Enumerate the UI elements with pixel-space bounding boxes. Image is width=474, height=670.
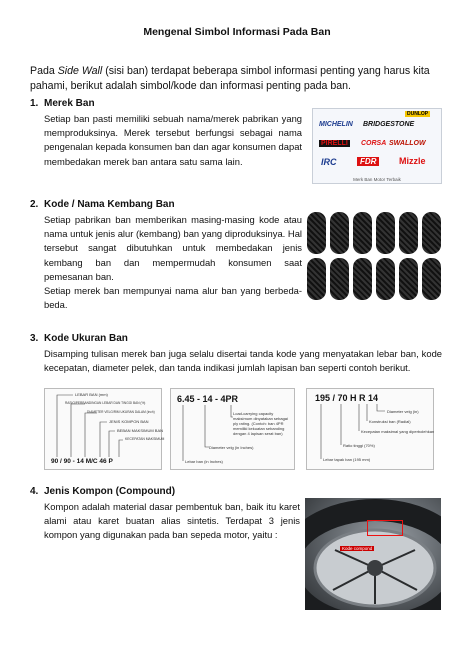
section-2-number: 2. <box>30 199 39 210</box>
brand-fdr: FDR <box>357 157 379 166</box>
section-3-title: Kode Ukuran Ban <box>44 333 128 344</box>
section-2-paragraph-2: Setiap merek ban mempunyai nama alur ban yang berbeda-beda. <box>44 285 302 311</box>
tire-tread <box>399 212 418 254</box>
section-2-heading <box>30 199 175 210</box>
tire-tread <box>330 258 349 300</box>
page-title: Mengenal Simbol Informasi Pada Ban <box>143 26 331 38</box>
tire-tread <box>422 212 441 254</box>
tire-tread <box>376 258 395 300</box>
section-1-heading <box>30 98 95 109</box>
size-3-code: 195 / 70 H R 14 <box>315 393 379 403</box>
section-3-paragraph: Disamping tulisan merek ban juga selalu disertai tanda kode yang menyatakan lebar ban, kode kecepatan, diameter pelek, dan tanda indikasi jumlah lapisan ban seperti contoh berikut. <box>44 348 442 374</box>
section-4-heading <box>30 486 175 497</box>
section-1-paragraph: Setiap ban pasti memiliki sebuah nama/merek pabrikan yang memproduksinya. Merek tersebut berfungsi sebagai nama pengenalan kepada konsumen ban dan agar konsumen dapat membedakan merek ban antara satu sama lain. <box>44 113 303 167</box>
section-2-body <box>44 213 302 312</box>
size-1-label-1: LEBAR BAN (mm) <box>75 392 108 397</box>
tire-tread <box>376 212 395 254</box>
tire-compound-photo <box>305 498 441 610</box>
size-2-label-1: Load-carrying capacity maksimum dinyatakan sebagai ply rating. (Contoh: ban 4PR memiliki kekuatan sebanding dengan 4 lapisan serat ban) <box>233 411 288 436</box>
size-3-label-3: Kecepatan maksimal yang diperbolehkan <box>361 429 435 434</box>
section-4-body <box>44 500 300 543</box>
tire-tread <box>399 258 418 300</box>
intro-side-wall: Side Wall <box>57 65 103 77</box>
size-code-diagram-2 <box>170 388 295 470</box>
section-2-title: Kode / Nama Kembang Ban <box>44 199 175 210</box>
brand-logos-image <box>312 108 442 184</box>
section-1-body <box>44 112 302 169</box>
size-1-label-4: JENIS KOMPON BAN <box>109 419 149 424</box>
intro-text-start: Pada <box>30 65 58 77</box>
size-2-label-2: Diameter velg (in Inches) <box>209 445 254 450</box>
compound-photo-caption: Kode compond <box>342 546 373 551</box>
brand-corsa: CORSA <box>361 140 387 147</box>
tire-photo-drawing <box>305 498 441 610</box>
section-3-heading <box>30 333 128 344</box>
tire-tread <box>353 212 372 254</box>
section-1-number: 1. <box>30 98 39 109</box>
brand-irc: IRC <box>321 157 337 167</box>
section-3-number: 3. <box>30 333 39 344</box>
size-3-label-1: Diameter velg (in) <box>387 409 419 414</box>
tire-tread-image <box>305 210 444 302</box>
tire-tread <box>353 258 372 300</box>
size-1-code: 90 / 90 - 14 M/C 46 P <box>51 458 113 465</box>
brand-dunlop: DUNLOP <box>407 111 429 117</box>
size-1-label-2: RASIO/PERBANDINGAN LEBAR DAN TINGGI BAN (%) <box>65 401 146 405</box>
size-2-label-3: Lebar ban (in Inches) <box>185 459 223 464</box>
size-2-code: 6.45 - 14 - 4PR <box>177 394 239 404</box>
brand-pirelli: PIRELLI <box>321 140 348 147</box>
brand-image-caption: Merk Ban Motor Terbaik <box>353 177 401 182</box>
size-3-label-2: Konstruksi ban (Radial) <box>369 419 411 424</box>
tire-tread <box>422 258 441 300</box>
size-1-label-6: KECEPATAN MAKSIMUM <box>125 437 165 441</box>
brand-michelin: MICHELIN <box>319 121 353 128</box>
section-4-paragraph: Kompon adalah material dasar pembentuk ban, baik itu karet alami atau karet buatan alias sintetis. Terdapat 3 jenis kompon yang digunakan pada ban sepeda motor, yaitu : <box>44 501 300 541</box>
compound-highlight-box <box>367 520 403 536</box>
brand-mizzle: Mizzle <box>399 156 426 166</box>
tire-tread <box>330 212 349 254</box>
size-code-diagram-1 <box>44 388 165 470</box>
size-3-label-5: Lebar tapak ban (195 mm) <box>323 457 371 462</box>
section-4-title: Jenis Kompon (Compound) <box>44 486 176 497</box>
size-code-diagram-3 <box>306 388 434 470</box>
size-1-label-3: DIAMETER VELG/RIM UKURAN DALAM (inch) <box>87 410 155 414</box>
size-1-label-5: BEBAN MAKSIMUM BAN <box>117 428 164 433</box>
size-3-label-4: Ratio tinggi (70%) <box>343 443 375 448</box>
intro-paragraph <box>30 64 450 94</box>
section-4-number: 4. <box>30 486 39 497</box>
brand-swallow: SWALLOW <box>389 140 426 147</box>
section-3-body <box>44 347 442 375</box>
section-1-title: Merek Ban <box>44 98 95 109</box>
brand-bridgestone: BRIDGESTONE <box>363 121 415 128</box>
tire-tread <box>307 258 326 300</box>
section-2-paragraph-1: Setiap pabrikan ban memberikan masing-masing kode atau nama untuk jenis alur (kembang) ban yang diproduksinya. Hal tersebut sangat dibutuhkan untuk membedakan jenis kembang ban dan mempermudah konsumen saat pemesanan ban. <box>44 214 302 282</box>
tire-tread <box>307 212 326 254</box>
intro-text-end: (sisi ban) terdapat beberapa simbol informasi penting yang harus kita pahami, berikut adalah simbol/kode dan informasi penting pada ban. <box>30 65 430 92</box>
